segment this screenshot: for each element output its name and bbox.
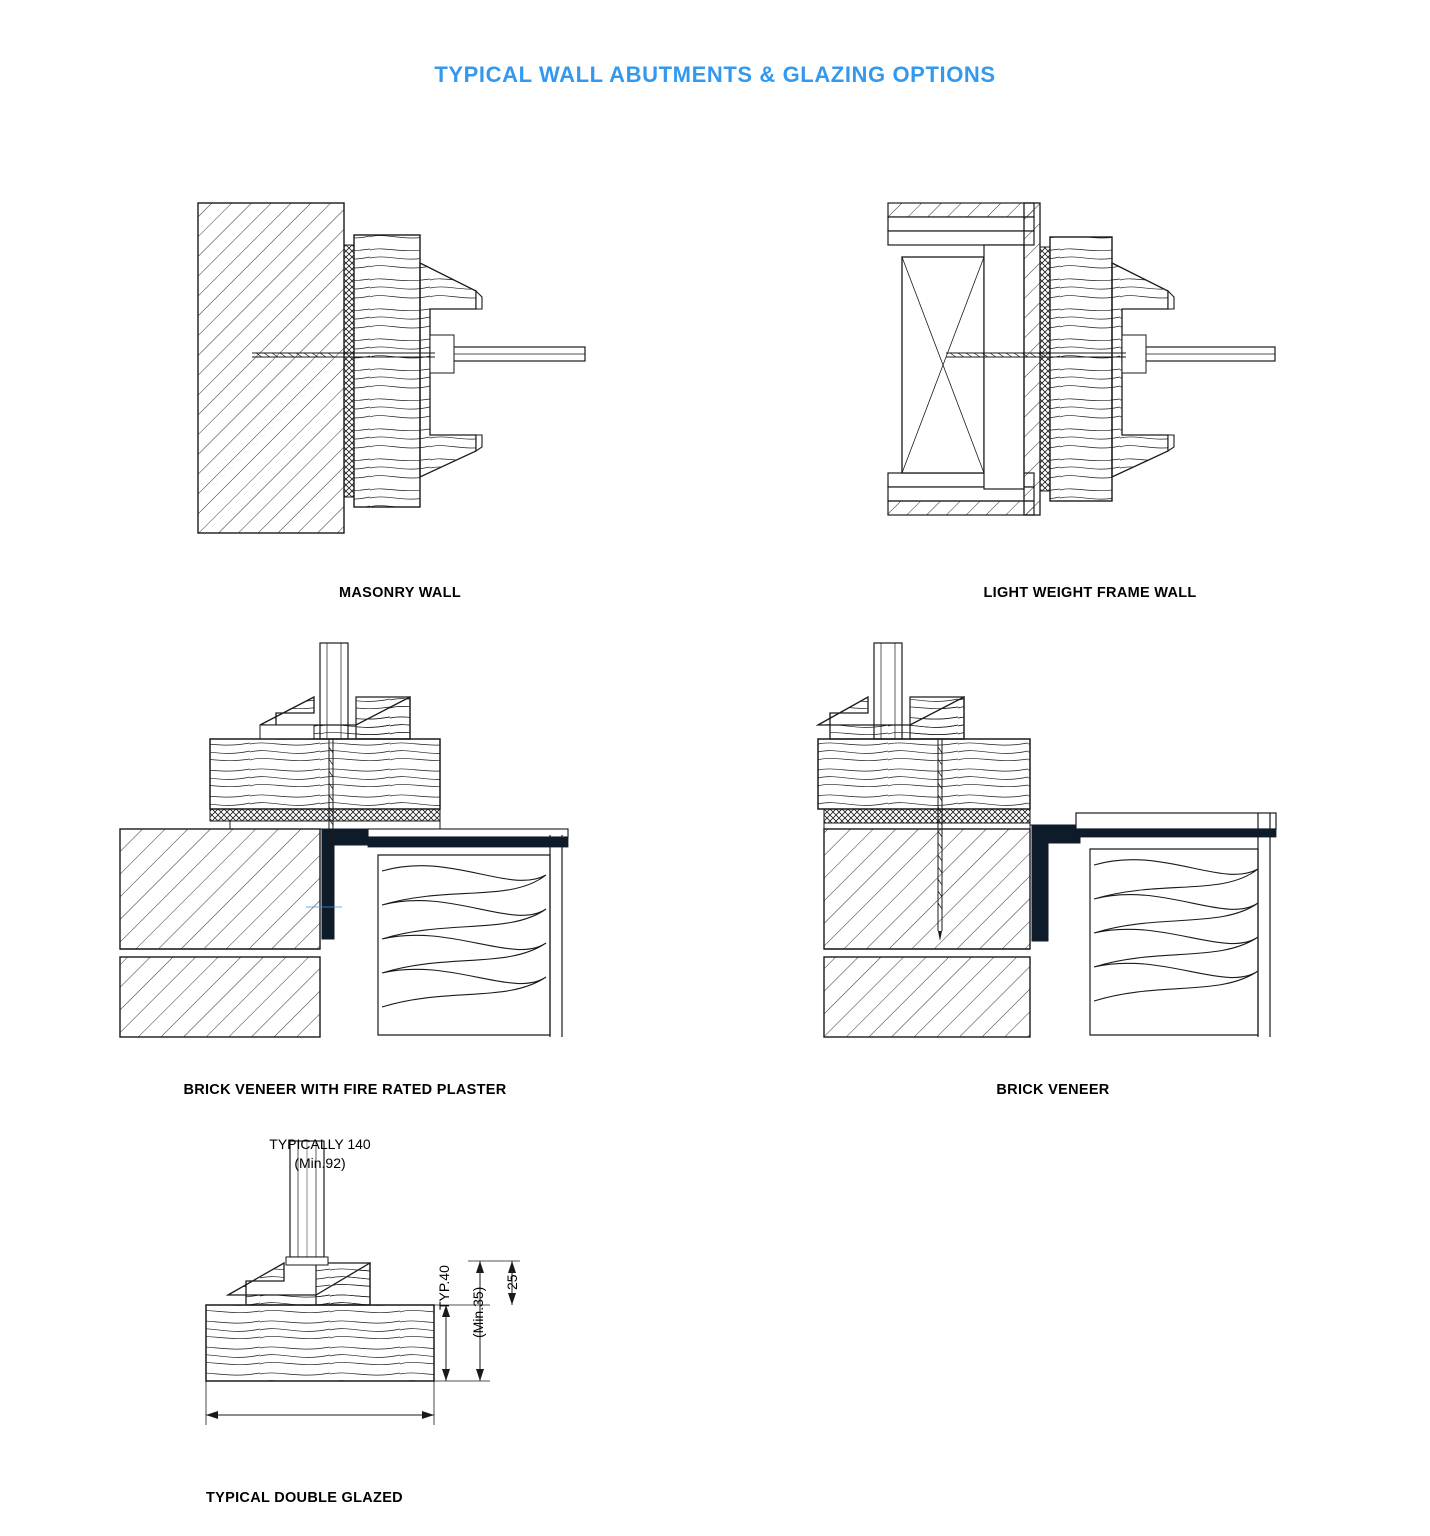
detail-typical-double-glazed [190, 1135, 570, 1445]
timber-sill-beam [210, 739, 440, 809]
sealant-packer [824, 809, 1030, 829]
brick-veneer-courses [824, 829, 1030, 1037]
sealant-strip [1040, 247, 1050, 491]
detail-light-weight-frame-wall [880, 185, 1300, 545]
typical-double-glazed-drawing [190, 1135, 570, 1445]
glazing-bead [228, 1257, 370, 1305]
dimension-vertical-inner-label: 25 [504, 1274, 520, 1290]
brick-veneer-drawing [818, 635, 1288, 1065]
light-weight-frame-wall-drawing [880, 185, 1300, 545]
sealant-packer [210, 809, 440, 829]
sealant-strip [344, 245, 354, 497]
caption-light-weight-frame-wall: LIGHT WEIGHT FRAME WALL [983, 585, 1197, 601]
stud-cavity [902, 245, 1024, 489]
timber-jamb [1050, 237, 1112, 501]
brick-veneer-fire-rated-plaster-drawing [110, 635, 580, 1065]
dimension-vertical-outer-label: TYP.40 [436, 1265, 452, 1310]
insulation-batt [378, 835, 562, 1037]
glazing-panel [430, 335, 585, 373]
masonry-wall-drawing [190, 185, 610, 545]
timber-jamb [354, 235, 420, 507]
detail-masonry-wall [190, 185, 610, 545]
dimension-vertical-middle-label: (Min.35) [470, 1286, 486, 1338]
dimension-horizontal [206, 1381, 434, 1425]
sheathing-layer [1024, 203, 1040, 515]
glazing-panel [1122, 335, 1275, 373]
caption-masonry-wall: MASONRY WALL [338, 585, 461, 601]
timber-sill-beam [818, 739, 1030, 809]
timber-frame-block [206, 1305, 434, 1381]
detail-brick-veneer [818, 635, 1288, 1065]
detail-brick-veneer-fire-rated-plaster [110, 635, 580, 1065]
dimension-horizontal-label-line1: TYPICALLY 140 [269, 1136, 371, 1152]
dimension-horizontal-label-line2: (Min.92) [294, 1155, 346, 1171]
masonry-block [198, 203, 344, 533]
wall-lining-top [888, 203, 1034, 245]
page-title: TYPICAL WALL ABUTMENTS & GLAZING OPTIONS [434, 62, 996, 87]
insulation-batt [1090, 813, 1270, 1037]
brick-veneer-courses [120, 829, 320, 1037]
caption-brick-veneer: BRICK VENEER [996, 1082, 1110, 1098]
caption-brick-veneer-fire-rated-plaster: BRICK VENEER WITH FIRE RATED PLASTER [183, 1082, 507, 1098]
caption-typical-double-glazed: TYPICAL DOUBLE GLAZED [206, 1490, 403, 1506]
